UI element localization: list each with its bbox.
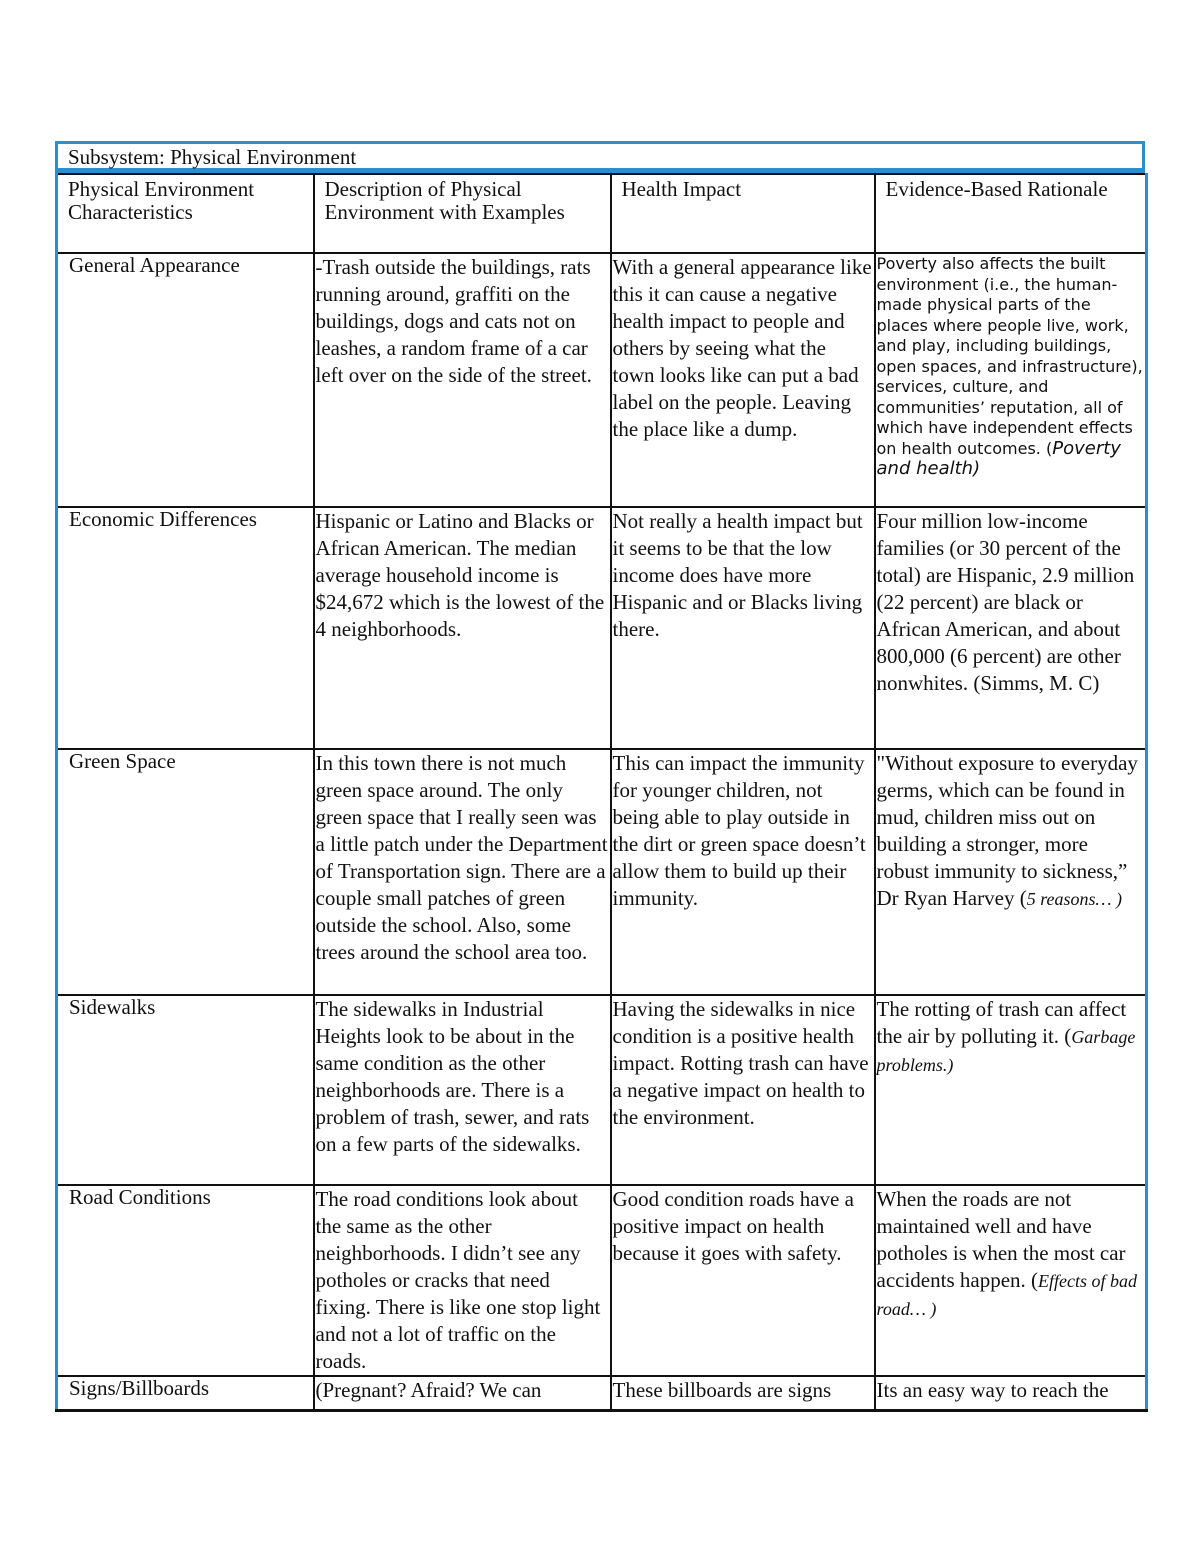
rationale-citation: 5 reasons… ) [1026, 889, 1123, 909]
row-health-impact: These billboards are signs [611, 1376, 875, 1410]
header-description: Description of Physical Environment with Examples [314, 174, 611, 253]
row-characteristic: Sidewalks [57, 995, 314, 1185]
row-rationale [875, 995, 1147, 1185]
row-characteristic: Green Space [57, 749, 314, 995]
header-characteristics: Physical Environment Characteristics [57, 174, 314, 253]
row-description: (Pregnant? Afraid? We can [314, 1376, 611, 1410]
rationale-text: The rotting of trash can affect the air by polluting it. ( [876, 997, 1127, 1048]
table-row [57, 507, 1147, 749]
row-rationale: Four million low-income families (or 30 percent of the total) are Hispanic, 2.9 million (22 percent) are black or African American, and about 800,000 (6 percent) are other nonwhites. (Simms, M. C) [875, 507, 1147, 749]
row-rationale [875, 749, 1147, 995]
row-description: In this town there is not much green space around. The only green space that I really seen was a little patch under the Department of Transportation sign. There are a couple small patches of green outside the school. Also, some trees around the school area too. [314, 749, 611, 995]
subsystem-title: Subsystem: Physical Environment [55, 141, 1145, 173]
rationale-text: When the roads are not maintained well and have potholes is when the most car accidents happen. ( [876, 1187, 1126, 1292]
header-row [57, 174, 1147, 253]
rationale-text: Poverty also affects the built environment (i.e., the human-made physical parts of the places where people live, work, and play, including buildings, open spaces, and infrastructure), services, culture, and communities’ reputation, all of which have independent effects on health outcomes. ( [876, 254, 1143, 458]
rationale-text: "Without exposure to everyday germs, which can be found in mud, children miss out on building a stronger, more robust immunity to sickness,” Dr Ryan Harvey ( [876, 751, 1138, 910]
row-health-impact: Not really a health impact but it seems to be that the low income does have more Hispanic and or Blacks living there. [611, 507, 875, 749]
table-row [57, 1185, 1147, 1376]
row-health-impact: Good condition roads have a positive impact on health because it goes with safety. [611, 1185, 875, 1376]
row-description: Hispanic or Latino and Blacks or African American. The median average household income is $24,672 which is the lowest of the 4 neighborhoods. [314, 507, 611, 749]
row-characteristic: Economic Differences [57, 507, 314, 749]
table-row [57, 749, 1147, 995]
row-rationale: Its an easy way to reach the [875, 1376, 1147, 1410]
table-row [57, 253, 1147, 507]
row-health-impact: This can impact the immunity for younger children, not being able to play outside in the dirt or green space doesn’t allow them to build up their immunity. [611, 749, 875, 995]
row-characteristic: General Appearance [57, 253, 314, 507]
table-row [57, 1376, 1147, 1410]
row-description: The road conditions look about the same as the other neighborhoods. I didn’t see any potholes or cracks that need fixing. There is like one stop light and not a lot of traffic on the roads. [314, 1185, 611, 1376]
physical-environment-table [55, 173, 1148, 1412]
row-health-impact: Having the sidewalks in nice condition is a positive health impact. Rotting trash can have a negative impact on health to the environment. [611, 995, 875, 1185]
table-row [57, 995, 1147, 1185]
row-description: -Trash outside the buildings, rats running around, graffiti on the buildings, dogs and cats not on leashes, a random frame of a car left over on the side of the street. [314, 253, 611, 507]
header-rationale: Evidence-Based Rationale [875, 174, 1147, 253]
row-rationale [875, 1185, 1147, 1376]
document-page [55, 141, 1145, 1412]
row-health-impact: With a general appearance like this it can cause a negative health impact to people and others by seeing what the town looks like can put a bad label on the people. Leaving the place like a dump. [611, 253, 875, 507]
row-description: The sidewalks in Industrial Heights look to be about in the same condition as the other neighborhoods are. There is a problem of trash, sewer, and rats on a few parts of the sidewalks. [314, 995, 611, 1185]
rationale-citation: Effects of bad road… ) [876, 1271, 1137, 1319]
row-characteristic: Road Conditions [57, 1185, 314, 1376]
header-health-impact: Health Impact [611, 174, 875, 253]
row-characteristic: Signs/Billboards [57, 1376, 314, 1410]
row-rationale [875, 253, 1147, 507]
rationale-citation: Poverty and health) [876, 437, 1121, 479]
rationale-citation: Garbage problems.) [876, 1027, 1136, 1075]
